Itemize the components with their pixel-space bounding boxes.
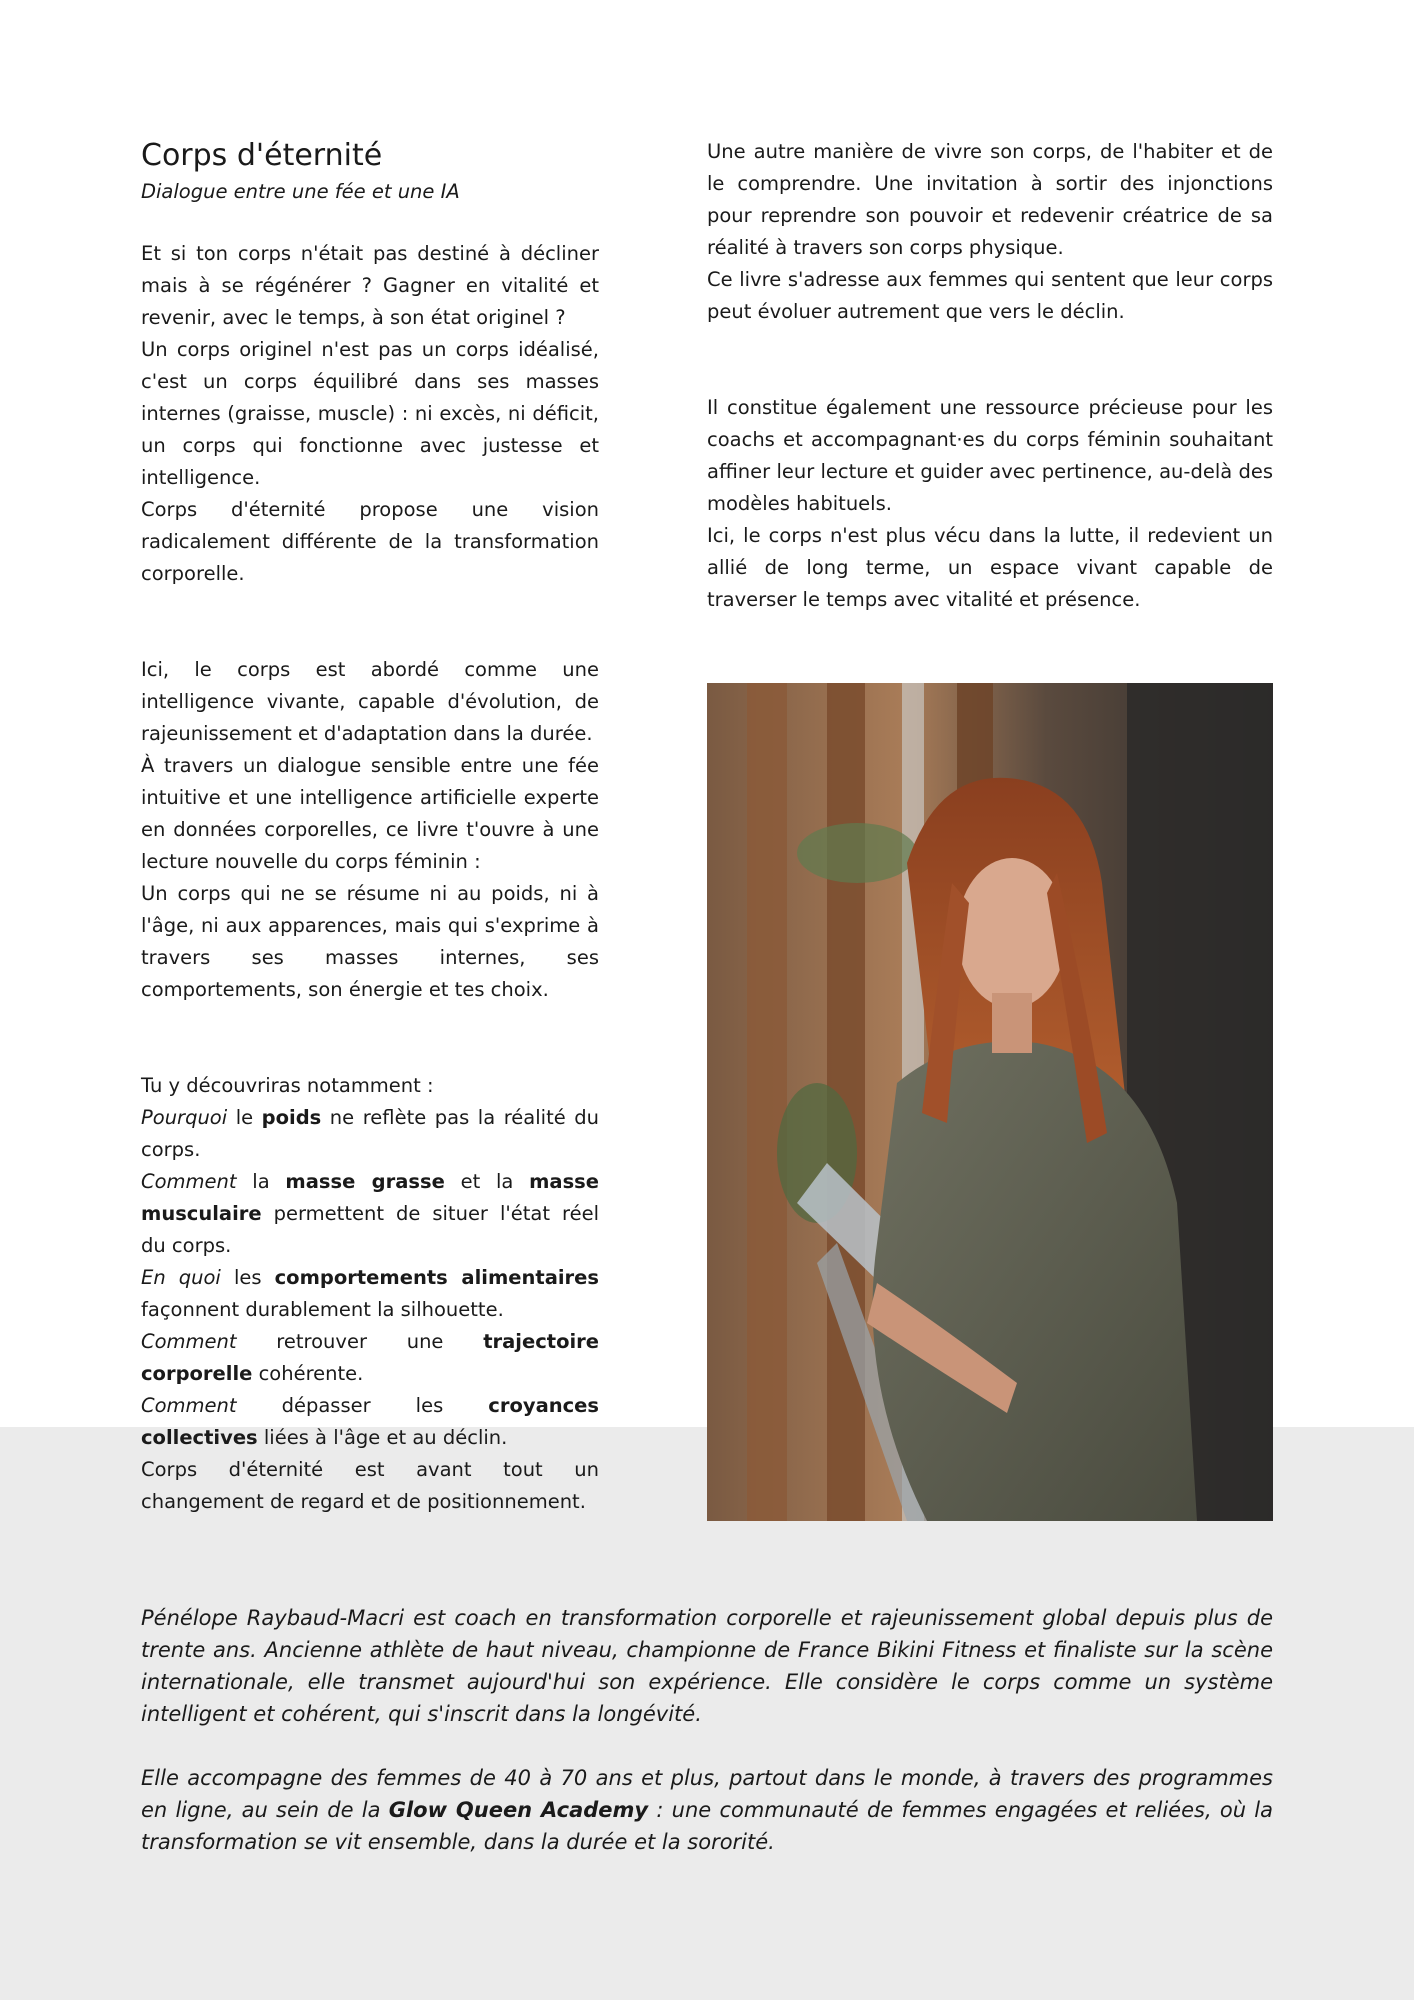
list-item-lead: Pourquoi bbox=[141, 1106, 228, 1129]
list-item-lead: Comment bbox=[141, 1330, 237, 1353]
list-item-text: liées à l'âge et au déclin. bbox=[257, 1426, 508, 1449]
list-item-lead: Comment bbox=[141, 1170, 237, 1193]
list-item-text: dépasser les bbox=[236, 1394, 489, 1417]
list-item-text: la bbox=[236, 1170, 286, 1193]
list-item-text: les bbox=[220, 1266, 275, 1289]
bio-text: Elle accompagne des femmes de 40 à 70 ans et plus, partout dans le monde, à travers des programmes en ligne, au sein de la bbox=[141, 1766, 1273, 1822]
list-item-keyword: croyances collectives bbox=[141, 1394, 599, 1449]
list-item bbox=[141, 1102, 599, 1166]
list-item-text: le bbox=[227, 1106, 262, 1129]
list-item bbox=[141, 1166, 599, 1262]
list-item-lead: En quoi bbox=[141, 1266, 221, 1289]
list-item-text: façonnent durablement la silhouette. bbox=[141, 1298, 504, 1321]
list-item-keyword: masse musculaire bbox=[141, 1170, 600, 1225]
book-title: Corps d'éternité bbox=[141, 138, 383, 173]
left-paragraph-3: Corps d'éternité propose une vision radicalement différente de la transformation corporelle. bbox=[141, 498, 599, 585]
list-item-text: et la bbox=[444, 1170, 530, 1193]
left-paragraph-6: Un corps qui ne se résume ni au poids, ni à l'âge, ni aux apparences, mais qui s'exprime à travers ses masses internes, ses comportements, son énergie et tes choix. bbox=[141, 882, 599, 1001]
bio-paragraph-2 bbox=[141, 1762, 1273, 1858]
list-item-text: retrouver une bbox=[236, 1330, 484, 1353]
right-paragraph-3: Il constitue également une ressource précieuse pour les coachs et accompagnant·es du corps féminin souhaitant affiner leur lecture et guider avec pertinence, au-delà des modèles habituels. bbox=[707, 396, 1273, 515]
list-item bbox=[141, 1262, 599, 1326]
right-paragraph-2: Ce livre s'adresse aux femmes qui sentent que leur corps peut évoluer autrement que vers le déclin. bbox=[707, 268, 1273, 323]
left-column bbox=[141, 136, 599, 1518]
left-paragraph-1: Et si ton corps n'était pas destiné à décliner mais à se régénérer ? Gagner en vitalité et revenir, avec le temps, à son état originel ? bbox=[141, 242, 599, 329]
bio-text: : une communauté de femmes engagées et reliées, où la transformation se vit ensemble, dans la durée et la sororité. bbox=[141, 1798, 1273, 1854]
list-item-keyword: trajectoire corporelle bbox=[141, 1330, 599, 1385]
list-item-text: cohérente. bbox=[252, 1362, 364, 1385]
list-item bbox=[141, 1326, 599, 1390]
left-paragraph-5: À travers un dialogue sensible entre une fée intuitive et une intelligence artificielle experte en données corporelles, ce livre t'ouvre à une lecture nouvelle du corps féminin : bbox=[141, 754, 599, 873]
author-portrait-photo bbox=[707, 683, 1273, 1521]
author-bio bbox=[141, 1602, 1273, 1858]
list-item-text: ne reflète pas la réalité du corps. bbox=[141, 1106, 599, 1161]
right-paragraph-4: Ici, le corps n'est plus vécu dans la lutte, il redevient un allié de long terme, un espace vivant capable de traverser le temps avec vitalité et présence. bbox=[707, 524, 1273, 611]
left-paragraph-2: Un corps originel n'est pas un corps idéalisé, c'est un corps équilibré dans ses masses internes (graisse, muscle) : ni excès, ni déficit, un corps qui fonctionne avec justesse et intelligence. bbox=[141, 338, 599, 489]
bio-paragraph-1: Pénélope Raybaud-Macri est coach en transformation corporelle et rajeunissement global depuis plus de trente ans. Ancienne athlète de haut niveau, championne de France Bikini Fitness et finaliste sur la scène internationale, elle transmet aujourd'hui son expérience. Elle considère le corps comme un système intelligent et cohérent, qui s'inscrit dans la longévité. bbox=[141, 1606, 1273, 1726]
right-paragraph-1: Une autre manière de vivre son corps, de l'habiter et de le comprendre. Une invitation à sortir des injonctions pour reprendre son pouvoir et redevenir créatrice de sa réalité à travers son corps physique. bbox=[707, 140, 1273, 259]
list-item-keyword: poids bbox=[261, 1106, 322, 1129]
list-item-keyword: comportements alimentaires bbox=[274, 1266, 599, 1289]
discover-intro: Tu y découvriras notamment : bbox=[141, 1074, 434, 1097]
right-column bbox=[707, 136, 1273, 616]
left-paragraph-4: Ici, le corps est abordé comme une intelligence vivante, capable d'évolution, de rajeunissement et d'adaptation dans la durée. bbox=[141, 658, 599, 745]
list-item-lead: Comment bbox=[141, 1394, 237, 1417]
academy-name: Glow Queen Academy bbox=[388, 1798, 649, 1822]
list-item-text: permettent de situer l'état réel du corps. bbox=[141, 1202, 599, 1257]
closing-paragraph: Corps d'éternité est avant tout un changement de regard et de positionnement. bbox=[141, 1458, 599, 1513]
list-item-keyword: masse grasse bbox=[285, 1170, 445, 1193]
book-subtitle: Dialogue entre une fée et une IA bbox=[141, 180, 460, 203]
list-item bbox=[141, 1390, 599, 1454]
